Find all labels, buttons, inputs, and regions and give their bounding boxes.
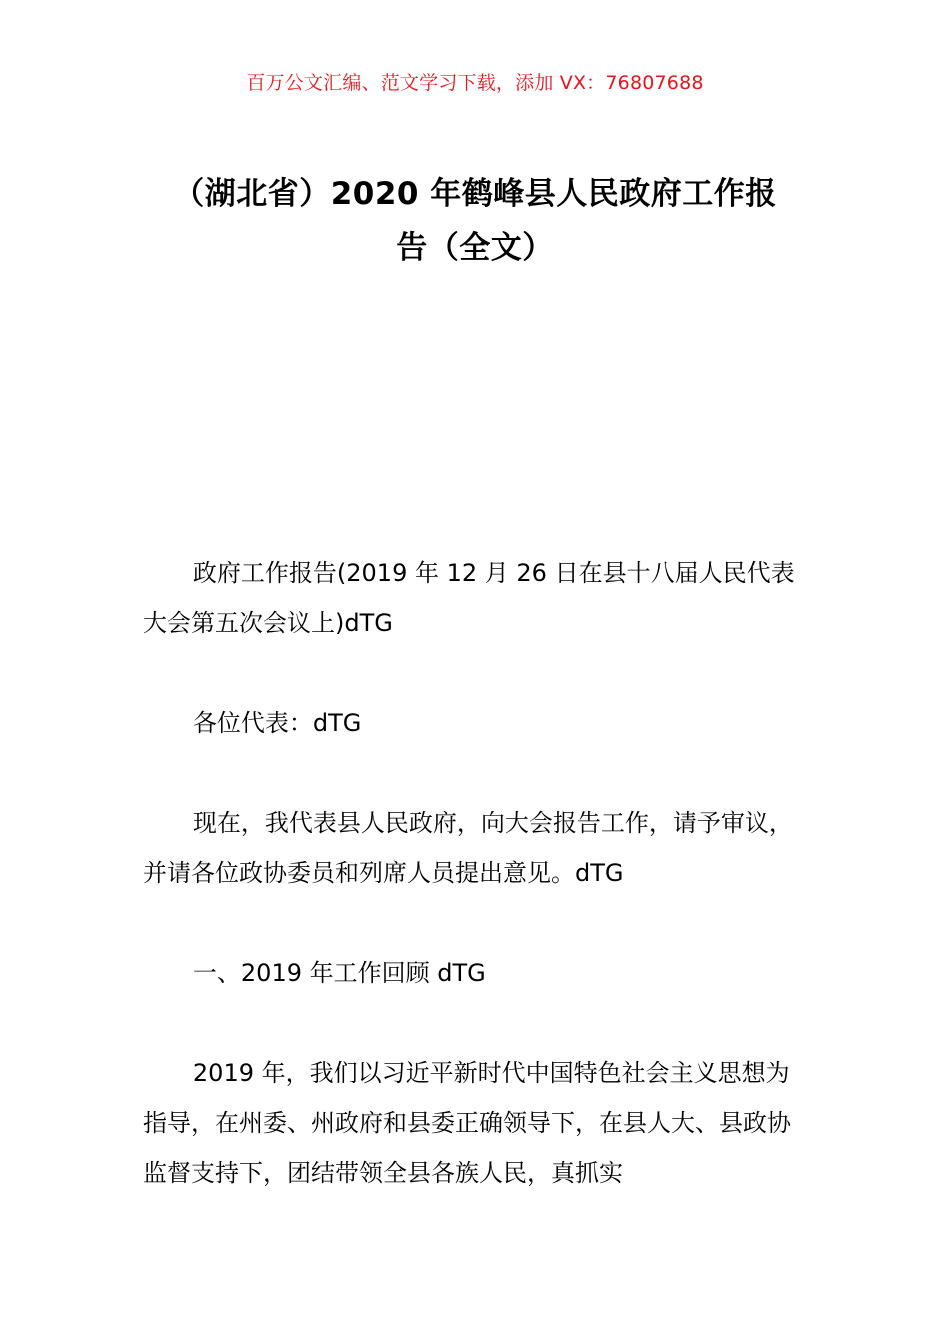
paragraph-report-heading: 政府工作报告(2019 年 12 月 26 日在县十八届人民代表大会第五次会议上)dTG (143, 559, 795, 637)
header-promo-note: 百万公文汇编、范文学习下载，添加 VX：76807688 (246, 72, 704, 94)
paragraph-review-text: 2019 年，我们以习近平新时代中国特色社会主义思想为指导，在州委、州政府和县委正确领导下，在县人大、县政协监督支持下，团结带领全县各族人民，真抓实 (143, 1059, 791, 1187)
document-body (143, 548, 808, 1198)
paragraph-section-heading: 一、2019 年工作回顾 dTG (192, 959, 486, 987)
document-title (120, 167, 830, 275)
paragraph-salutation: 各位代表：dTG (192, 709, 362, 737)
title-line-2: 告（全文） (396, 229, 554, 266)
title-line-1: （湖北省）2020 年鹤峰县人民政府工作报 (173, 175, 777, 212)
paragraph-opening: 现在，我代表县人民政府，向大会报告工作，请予审议，并请各位政协委员和列席人员提出意见。dTG (143, 809, 793, 887)
